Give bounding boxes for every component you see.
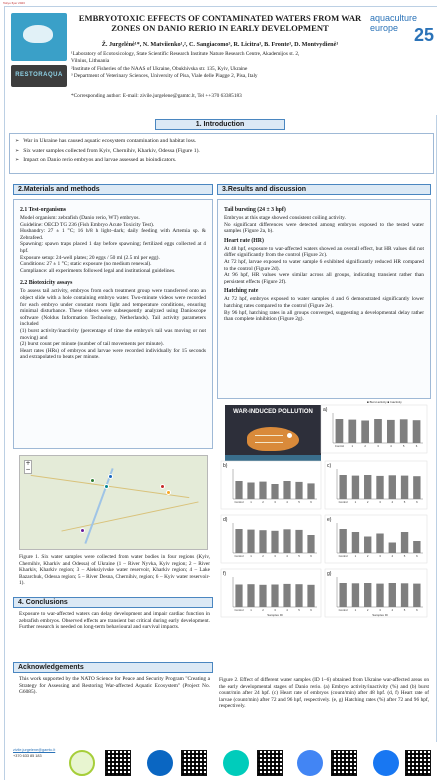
chart-tick-label: 2 (364, 444, 366, 448)
chart-bar (336, 419, 344, 443)
chart-tick-label: 1 (250, 608, 252, 612)
chart-panel (325, 461, 427, 509)
chart-tick-label: 3 (379, 554, 381, 558)
chart-tick-label: Control (338, 608, 348, 612)
chart-panel-label: e) (327, 517, 332, 523)
chart-tick-label: 5 (402, 444, 405, 448)
chart-bar (235, 529, 242, 553)
chart-tick-label: Control (334, 444, 344, 448)
methods-panel (13, 199, 213, 449)
results-paragraph: At 96 hpf, HR values were similar across all groups, indicating transient rather than persistent effects (Figure 2f). (224, 272, 424, 285)
phone-number: +370 633 85 183 (13, 754, 42, 758)
methods-paragraph: Heart rates (HRs) of embryos and larvae were recorded individually for 15 seconds and extrapolated to beats per minute. (20, 347, 206, 361)
chart-tick-label: 3 (274, 554, 276, 558)
chart-tick-label: 4 (286, 608, 288, 612)
map-pin-site[interactable] (104, 484, 109, 489)
orcid-icon[interactable] (69, 750, 95, 776)
chart-tick-label: 2 (366, 500, 369, 504)
affiliation-1: ¹Laboratory of Ecotoxicology, State Scientific Research Institute Nature Research Centre, Akademijos st. 2, (71, 51, 300, 57)
chart-bar (401, 532, 408, 553)
chart-bar (352, 476, 359, 499)
chart-bar (247, 483, 254, 500)
intro-heading: 1. Introduction (155, 119, 285, 130)
qr-code-website (331, 750, 357, 776)
chart-tick-label: 1 (250, 554, 252, 558)
chart-legend: ■ Burst activity ■ Inactivity (367, 400, 402, 404)
chart-tick-label: 6 (416, 500, 418, 504)
results-heading: 3.Results and discussion (217, 184, 431, 195)
chart-tick-label: 5 (403, 608, 406, 612)
map-pin-site[interactable] (166, 490, 171, 495)
chart-tick-label: Control (234, 608, 244, 612)
chart-tick-label: 4 (286, 554, 288, 558)
chart-bar (364, 583, 371, 607)
methods-line: Spawning: spawn traps placed 1 day before spawning; fertilized eggs collected at 4 hpf. (20, 241, 206, 254)
intro-point: ➢ Impact on Danio rerio embryos and larvae assessed as bioindicators. (15, 156, 428, 166)
methods-paragraph: To assess tail activity, embryos from each treatment group were transferred onto an object slide with a hole containing embryo water. Two-minute videos were recorded for each embryo under constant room light and temperature conditions, ensuring minimal disturbance. These videos were subsequently analyzed using Danioscope software (Noldus Information Technology, Netherlands). Tail activity parameters included (20, 288, 206, 328)
logo-europe: europe (370, 23, 399, 33)
affiliation-1-city: Vilnius, Lithuania (71, 58, 110, 65)
chart-bar (339, 529, 346, 553)
restoraqua-logo-text: RESTORAQUA (15, 72, 63, 78)
chart-tick-label: 6 (416, 608, 418, 612)
ack-heading: Acknowledgements (13, 662, 213, 673)
chart-tick-label: 1 (354, 500, 357, 504)
methods-line: Conditions: 27 ± 1 °C; static exposure (no medium renewal). (20, 261, 152, 268)
chart-tick-label: 6 (310, 608, 312, 612)
chart-bar (271, 484, 278, 499)
methods-line: Husbandry: 27 ± 1 °C; 16 h/8 h light–dark; daily feeding with Artemia sp. & Zebrafeed. (20, 228, 206, 241)
chart-tick-label: 6 (310, 500, 312, 504)
methods-line: Model organism: zebrafish (Danio rerio, WT) embryos. (20, 215, 140, 221)
chart-bar (339, 583, 346, 607)
intro-point: ➢ Six water samples collected from Kyiv, Chernihiv, Kharkiv, Odessa (Figure 1). (15, 147, 428, 157)
chart-bar (295, 584, 302, 607)
chart-bar (364, 475, 371, 499)
chart-bar (413, 420, 421, 443)
results-subheading-hatching: Hatching rate (224, 288, 259, 295)
chart-bar (283, 529, 290, 553)
qr-code-linkedin (181, 750, 207, 776)
chart-tick-label: 6 (310, 554, 312, 558)
corresponding-author: *Corresponding author: E-mail: zivile.jurgelene@gamtc.lt, Tel ++370 63385183 (71, 93, 242, 99)
chart-bar (235, 481, 242, 499)
chart-x-axis-label: Samples ID (267, 613, 283, 617)
chart-panel-label: c) (327, 463, 332, 469)
affiliation-3: ³ Department of Veterinary Sciences, University of Pisa, Viale delle Piagge 2, Pisa, Italy (71, 72, 258, 79)
institute-logo (11, 13, 67, 61)
map-zoom-control[interactable]: + − (25, 460, 31, 473)
chart-tick-label: 4 (390, 444, 392, 448)
chart-bar (283, 481, 290, 499)
chart-tick-label: Control (234, 500, 244, 504)
chart-bar (413, 584, 420, 607)
chart-tick-label: Control (234, 554, 244, 558)
chart-bar (247, 530, 254, 553)
chart-panel (321, 405, 427, 453)
chart-bar (400, 419, 408, 443)
methods-paragraph: (2) burst count per minute (number of tail movements per minute). (20, 341, 164, 348)
figure-2-charts (217, 399, 431, 669)
chart-panel-label: d) (223, 517, 228, 523)
chart-bar (376, 476, 383, 499)
chart-tick-label: 4 (391, 500, 394, 504)
map-pin-site[interactable] (80, 528, 85, 533)
sampling-map[interactable] (19, 455, 208, 550)
qr-code-orcid (105, 750, 131, 776)
chart-bar (361, 421, 369, 444)
chart-tick-label: 1 (351, 444, 354, 448)
chart-bar (271, 531, 278, 553)
chart-bar (374, 419, 382, 443)
email-link[interactable]: zivile.jurgelene@gamtc.lt (13, 748, 56, 752)
intro-list (9, 133, 434, 174)
results-panel (217, 199, 431, 399)
chart-bar (259, 482, 266, 499)
map-pin-site[interactable] (108, 474, 113, 479)
chart-tick-label: 5 (298, 500, 300, 504)
methods-line: Exposure setup: 24-well plates; 20 eggs / 50 ml (2.5 ml per egg). (20, 254, 160, 261)
war-pollution-title: WAR-INDUCED POLLUTION (233, 409, 313, 415)
ack-text: This work supported by the NATO Science for Peace and Security Program "Creating a Strategy for Assessing and Restoring War-affected Aquatic Ecosystem" (Project No. G6085). (19, 676, 210, 696)
chart-panel (221, 569, 321, 617)
map-river (84, 468, 113, 544)
chart-tick-label: Control (338, 500, 348, 504)
chart-bar (348, 420, 356, 443)
chart-bar (247, 584, 254, 607)
chart-tick-label: 1 (354, 608, 357, 612)
contact-block (13, 747, 55, 759)
chart-panel (221, 515, 321, 563)
chart-bar (376, 584, 383, 607)
qr-code-facebook (405, 750, 431, 776)
methods-heading: 2.Materials and methods (13, 184, 213, 195)
chart-bar (389, 475, 396, 499)
chart-bar (389, 583, 396, 607)
chart-tick-label: 4 (391, 554, 394, 558)
methods-line: Compliance: all experiments followed legal and institutional guidelines. (20, 267, 176, 274)
chart-tick-label: 2 (262, 608, 264, 612)
restoraqua-logo (11, 65, 67, 87)
chart-panel (325, 515, 427, 563)
chart-x-axis-label: Samples ID (372, 613, 388, 617)
chart-tick-label: 5 (298, 608, 300, 612)
results-paragraph: At 48 hpf, exposure to war-affected waters showed an overall effect, but HR values did not differ significantly from the control (Figure 2c). (224, 245, 424, 259)
logo-aquaculture: aquaculture (370, 13, 418, 23)
chart-bar (387, 420, 395, 443)
affiliations (71, 51, 371, 80)
poster-header (5, 7, 438, 115)
chart-bar (376, 534, 383, 554)
website-icon[interactable] (297, 750, 323, 776)
map-pin-site[interactable] (160, 484, 165, 489)
chart-panel-label: f) (223, 571, 227, 577)
chart-tick-label: 3 (377, 444, 379, 448)
chart-tick-label: 3 (274, 608, 276, 612)
chart-panel-label: g) (327, 571, 332, 577)
qr-code-researchgate (257, 750, 283, 776)
chart-panel-label: a) (323, 407, 328, 413)
chart-panel-label: b) (223, 463, 228, 469)
chart-bar (364, 537, 371, 554)
chart-bar (295, 530, 302, 553)
intro-point: ➢ War in Ukraine has caused aquatic ecosystem contamination and habitat loss. (15, 137, 428, 147)
chart-tick-label: 4 (391, 608, 394, 612)
chart-panel (325, 569, 427, 617)
chart-tick-label: 1 (354, 554, 357, 558)
chart-tick-label: 6 (415, 444, 418, 448)
chart-tick-label: 5 (403, 554, 406, 558)
chart-bar (307, 585, 314, 607)
chart-bar (259, 530, 266, 553)
chart-bar (307, 483, 314, 499)
facebook-icon[interactable] (373, 750, 399, 776)
top-strip-text: Tokyo flyer 2023 (3, 1, 25, 5)
results-subheading-hr: Heart rate (HR) (224, 237, 264, 244)
results-paragraph: At 72 hpf, embryos exposed to water samples 4 and 6 demonstrated significantly lower hatching rates compared to the control (Figure 2e). (224, 296, 424, 309)
chart-bar (413, 476, 420, 499)
conclusions-text: Exposure to war-affected waters can delay development and impair cardiac function in zebrafish embryos. Observed effects are transient but critical during early development. Further research is needed on long-term behavioural and survival impacts. (19, 611, 210, 631)
methods-subheading-2: 2.2 Biotoxicity assays (20, 280, 73, 287)
chart-tick-label: 2 (262, 500, 264, 504)
figure-2-caption: Figure 2. Effect of different water samples (ID 1–6) obtained from Ukraine war-affected areas on the early developmental stages of Danio rerio. (a) Embryo activity/inactivity (%) and (b) burst count/min after 24 hpf. (c) Heart rate of embryos (count/min) after 48 hpf. (d, f) Heart rate of larvae (count/min) after 72 and 96 hpf, respectively. (e, g) Hatching rates (%) after 72 and 96 hpf, respectively. (219, 677, 429, 710)
chart-bar (401, 476, 408, 499)
chart-tick-label: 4 (286, 500, 288, 504)
methods-line: Guideline: OECD TG 236 (Fish Embryo Acute Toxicity Test). (20, 221, 155, 228)
methods-subheading-1: 2.1 Test-organisms (20, 207, 67, 213)
chart-tick-label: 3 (379, 500, 381, 504)
fish-icon (23, 25, 53, 43)
logo-year: 25 (413, 25, 434, 45)
aquaculture-europe-logo (370, 13, 434, 61)
results-subheading-tail: Tail bursting (24 ± 3 hpf) (224, 207, 286, 213)
chart-tick-label: 3 (274, 500, 276, 504)
chart-tick-label: 2 (366, 554, 369, 558)
methods-paragraph: (1) burst activity/inactivity (percentage of time the embryo's tail was moving or not moving) and (20, 327, 206, 341)
results-paragraph: At 72 hpf, larvae exposed to water sample 6 exhibited significantly reduced HR compared to the control (Figure 2d). (224, 258, 424, 272)
chart-bar (283, 584, 290, 607)
chart-bar (413, 541, 420, 553)
chart-tick-label: 5 (298, 554, 300, 558)
chart-bar (295, 482, 302, 499)
map-pin-site[interactable] (90, 478, 95, 483)
authors: Ž. Jurgelėnė¹*, N. Matviienko¹,², C. Sangiacomo³, R. Licitra³, B. Fronte³, D. Montvydienė¹ (101, 41, 339, 48)
figure-1-caption: Figure 1. Six water samples were collected from water bodies in four regions (Kyiv, Chernihiv, Kharkiv and Odessa) of Ukraine (1 – River Nyvka, Kyiv region; 2 – River Kharkiv, Kharkiv region; 3 – Aleksiyivske water reservoir, Kharkiv region; 4 – Lake Bazarchuk, Odessa region; 5 – River Desna, Chernihiv, region; 6 – Kyiv water reservoir-1). (19, 554, 210, 587)
poster-title: EMBRYOTOXIC EFFECTS OF CONTAMINATED WATERS FROM WAR ZONES ON DANIO RERIO IN EARLY DEVELOPMENT (78, 13, 362, 33)
chart-tick-label: 2 (262, 554, 264, 558)
results-paragraph: By 96 hpf, hatching rates in all groups converged, suggesting a developmental delay rather than complete inhibition (Figure 2g). (224, 309, 424, 323)
chart-bar (259, 585, 266, 607)
chart-bar (401, 583, 408, 607)
linkedin-icon[interactable] (147, 750, 173, 776)
chart-tick-label: 2 (366, 608, 369, 612)
chart-tick-label: 6 (416, 554, 418, 558)
chart-bar (235, 585, 242, 608)
chart-tick-label: 5 (403, 500, 406, 504)
chart-bar (307, 535, 314, 553)
chart-tick-label: Control (338, 554, 348, 558)
conclusions-heading: 4. Conclusions (13, 597, 213, 608)
chart-bar (352, 583, 359, 607)
chart-tick-label: 3 (379, 608, 381, 612)
poster (4, 6, 437, 780)
results-paragraph: No significant differences were detected among embryos exposed to the tested water samples (Figure 2a, b). (224, 221, 424, 235)
affiliation-2: ²Institute of Fisheries of the NAAS of Ukraine, Obukhivska str. 135, Kyiv, Ukraine (71, 65, 248, 72)
researchgate-icon[interactable] (223, 750, 249, 776)
chart-panel (221, 461, 321, 509)
chart-bar (352, 532, 359, 553)
chart-bar (271, 585, 278, 608)
chart-bar (389, 543, 396, 554)
chart-bar (339, 475, 346, 499)
results-paragraph: Embryos at this stage showed consistent coiling activity. (224, 215, 346, 221)
chart-tick-label: 1 (250, 500, 252, 504)
